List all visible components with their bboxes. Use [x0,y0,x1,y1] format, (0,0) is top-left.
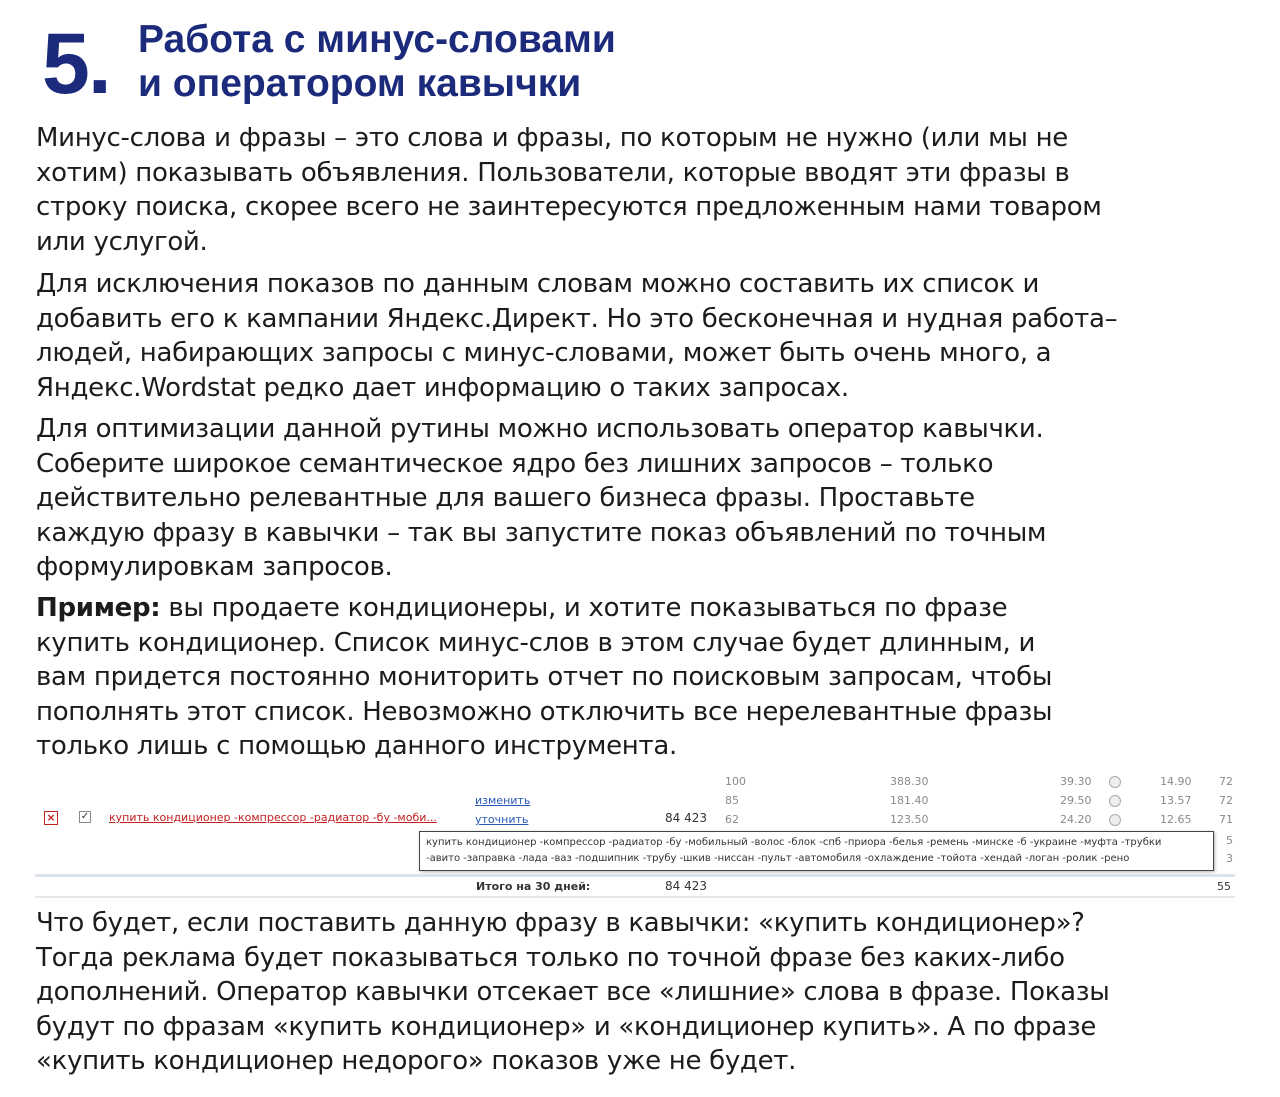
stat-cell: 72 [1219,794,1233,807]
section-title-line-1: Работа с минус-словами [138,18,616,61]
text-line: действительно релевантные для вашего бизнеса фразы. Проставьте [36,483,975,513]
delete-icon[interactable]: × [44,811,58,825]
text-line: Минус-слова и фразы – это слова и фразы, по которым не нужно (или мы не [36,123,1068,153]
impressions-value: 84 423 [665,811,707,825]
text-line: Соберите широкое семантическое ядро без лишних запросов – только [36,448,994,479]
direct-stats-screenshot [35,770,1235,902]
text-line: добавить его к кампании Яндекс.Директ. Но это бесконечная и нудная работа– [36,303,1118,334]
stat-cell: 14.90 [1160,775,1192,788]
stat-cell: 181.40 [890,794,929,807]
text-line: только лишь с помощью данного инструмента. [36,731,677,761]
stat-cell: 24.20 [1060,813,1092,826]
text-line: или услугой. [36,226,208,257]
stat-cell: 72 [1219,775,1233,788]
text-line: купить кондиционер. Список минус-слов в этом случае будет длинным, и [36,627,1036,658]
tooltip-line: -авито -заправка -лада -ваз -подшипник -трубу -шкив -ниссан -пульт -автомобиля -охлаждение -тойота -хендай -логан -ролик -рено [426,853,1130,864]
stat-cell: 29.50 [1060,794,1092,807]
text-line: «купить кондиционер недорого» показов уже не будет. [36,1046,797,1076]
stat-cell: 388.30 [890,775,929,788]
minus-words-tooltip [419,831,1214,871]
text-line: каждую фразу в кавычки – так вы запустите показ объявлений по точным [36,517,1047,548]
stat-cell: 85 [725,794,739,807]
total-right-value: 55 [1217,880,1231,893]
stat-cell: 3 [1226,852,1233,865]
text-line: пополнять этот список. Невозможно отключить все нерелевантные фразы [36,696,1053,727]
text-line: Что будет, если поставить данную фразу в кавычки: «купить кондиционер»? [36,908,1085,938]
section-header [40,14,1240,114]
text-line: будут по фразам «купить кондиционер» и «кондиционер купить». А по фразе [36,1011,1097,1042]
text-line: людей, набирающих запросы с минус-словами, может быть очень много, а [36,338,1052,368]
total-label: Итого на 30 дней: [476,880,591,893]
paragraph-minus-words-definition [36,121,1251,259]
example-first-line: вы продаете кондиционеры, и хотите показываться по фразе [160,593,1008,623]
total-impressions: 84 423 [665,879,707,893]
section-title-line-2: и оператором кавычки [138,62,582,105]
edit-link[interactable]: изменить [475,794,531,807]
paragraph-exclusion-list [36,267,1251,405]
example-label: Пример: [36,593,161,623]
checkbox-checked-icon[interactable]: ✓ [80,811,90,822]
text-line: хотим) показывать объявления. Пользователи, которые вводят эти фразы в [36,157,1070,188]
table-divider [35,896,1235,898]
text-line: Для исключения показов по данным словам можно составить их список и [36,269,1040,299]
section-number: 5. [42,16,110,112]
radio-button[interactable] [1109,814,1121,826]
text-line: дополнений. Оператор кавычки отсекает все «лишние» слова в фразе. Показы [36,977,1110,1007]
tooltip-line: купить кондиционер -компрессор -радиатор -бу -мобильный -волос -блок -спб -приора -белья -ремень -минске -б -украине -муфта -трубки [426,837,1162,848]
text-line: Для оптимизации данной рутины можно использовать оператор кавычки. [36,414,1044,444]
stat-cell: 13.57 [1160,794,1192,807]
text-line: Тогда реклама будет показываться только по точной фразе без каких-либо [36,942,1065,973]
stat-cell: 71 [1219,813,1233,826]
text-line: строку поиска, скорее всего не заинтересуются предложенным нами товаром [36,192,1102,222]
paragraph-quote-result [36,906,1251,1079]
stat-cell: 39.30 [1060,775,1092,788]
radio-button[interactable] [1109,776,1121,788]
table-divider [35,874,1235,877]
paragraph-example [36,591,1251,764]
section-title [138,18,616,106]
text-line [36,591,1251,626]
stat-cell: 123.50 [890,813,929,826]
radio-button[interactable] [1109,795,1121,807]
refine-link[interactable]: уточнить [475,813,529,826]
stat-cell: 62 [725,813,739,826]
stat-cell: 12.65 [1160,813,1192,826]
text-line: формулировкам запросов. [36,552,393,582]
stat-cell: 100 [725,775,746,788]
phrase-link[interactable]: купить кондиционер -компрессор -радиатор -бу -моби... [109,811,437,824]
text-line: вам придется постоянно мониторить отчет по поисковым запросам, чтобы [36,662,1053,692]
text-line: Яндекс.Wordstat редко дает информацию о таких запросах. [36,372,849,403]
stat-cell: 5 [1226,834,1233,847]
paragraph-quote-operator [36,412,1251,585]
